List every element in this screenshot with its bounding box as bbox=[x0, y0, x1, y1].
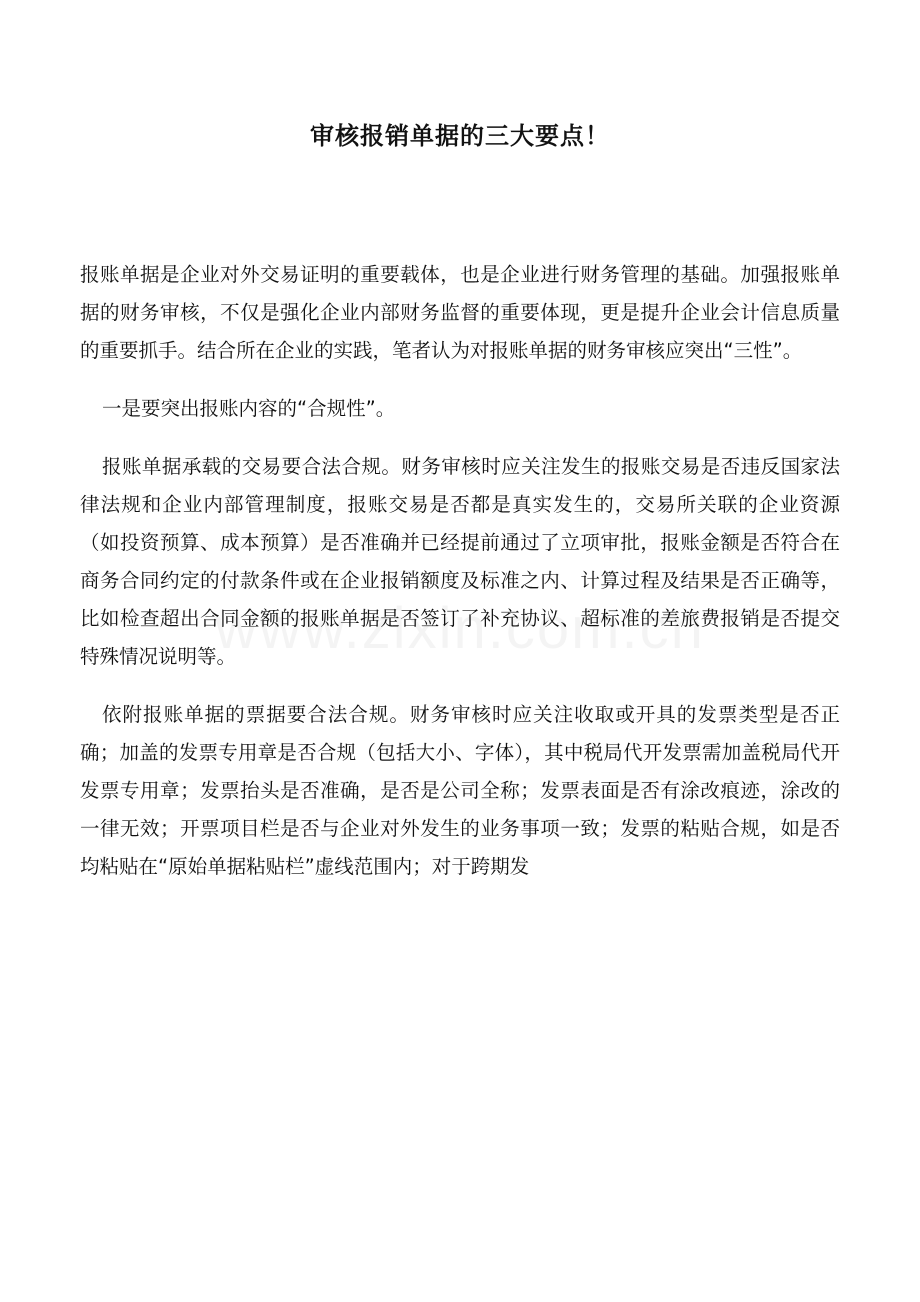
paragraph-intro: 报账单据是企业对外交易证明的重要载体，也是企业进行财务管理的基础。加强报账单据的财务审核，不仅是强化企业内部财务监督的重要体现，更是提升企业会计信息质量的重要抓手。结合所在企业的实践，笔者认为对报账单据的财务审核应突出“三性”。 bbox=[80, 263, 840, 362]
paragraph-transaction-compliance: 报账单据承载的交易要合法合规。财务审核时应关注发生的报账交易是否违反国家法律法规和企业内部管理制度，报账交易是否都是真实发生的，交易所关联的企业资源（如投资预算、成本预算）是否准确并已经提前通过了立项审批，报账金额是否符合在商务合同约定的付款条件或在企业报销额度及标准之内、计算过程及结果是否正确等，比如检查超出合同金额的报账单据是否签订了补充协议、超标准的差旅费报销是否提交特殊情况说明等。 bbox=[80, 455, 840, 668]
paragraph-heading-compliance: 一是要突出报账内容的“合规性”。 bbox=[102, 397, 396, 420]
document-body bbox=[80, 256, 840, 906]
document-title: 审核报销单据的三大要点！ bbox=[310, 122, 610, 150]
paragraph-invoice-compliance: 依附报账单据的票据要合法合规。财务审核时应关注收取或开具的发票类型是否正确；加盖的发票专用章是否合规（包括大小、字体），其中税局代开发票需加盖税局代开发票专用章；发票抬头是否准确，是否是公司全称；发票表面是否有涂改痕迹，涂改的一律无效；开票项目栏是否与企业对外发生的业务事项一致；发票的粘贴合规，如是否均粘贴在“原始单据粘贴栏”虚线范围内；对于跨期发 bbox=[80, 703, 840, 878]
